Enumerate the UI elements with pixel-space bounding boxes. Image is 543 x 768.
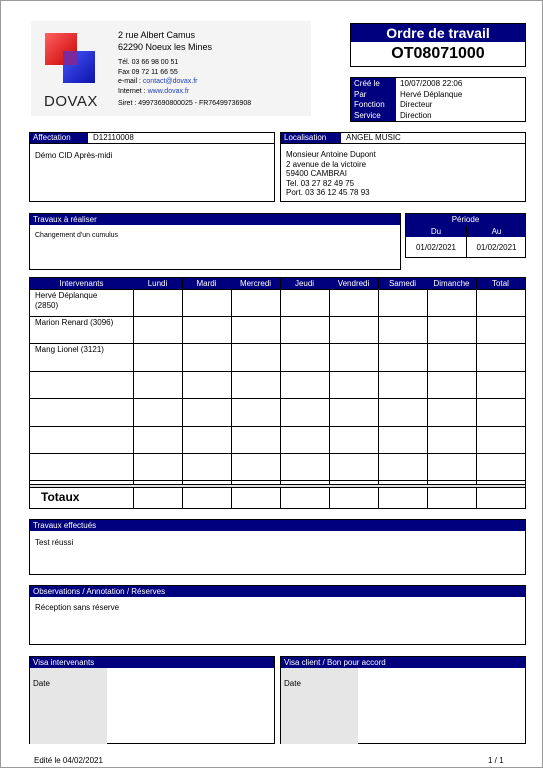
localisation-lines bbox=[286, 150, 376, 198]
affectation-text: Démo CID Après-midi bbox=[35, 151, 113, 160]
footer-page: 1 / 1 bbox=[488, 756, 504, 765]
meta-value: Direction bbox=[400, 110, 432, 120]
affectation-label: Affectation bbox=[30, 133, 88, 143]
internet-link[interactable]: www.dovax.fr bbox=[147, 87, 190, 95]
grid-row-divider bbox=[30, 316, 525, 317]
meta-label: Créé le bbox=[354, 79, 380, 88]
company-tel: Tél. 03 66 98 00 51 bbox=[118, 59, 179, 66]
affectation-box bbox=[29, 132, 275, 202]
grid-row-divider bbox=[30, 480, 525, 481]
periode-du-label: Du bbox=[406, 226, 466, 237]
observations-text: Réception sans réserve bbox=[35, 603, 120, 612]
address-line-2: 62290 Noeux les Mines bbox=[118, 42, 213, 52]
periode-divider bbox=[466, 226, 467, 258]
effectues-header: Travaux effectués bbox=[30, 520, 525, 531]
localisation-line: 59400 CAMBRAI bbox=[286, 169, 347, 178]
grid-column-divider bbox=[182, 278, 183, 508]
localisation-label: Localisation bbox=[281, 133, 341, 143]
localisation-box bbox=[280, 132, 526, 202]
travaux-header: Travaux à réaliser bbox=[30, 214, 400, 225]
column-header: Jeudi bbox=[280, 278, 329, 289]
column-header: Total bbox=[476, 278, 525, 289]
localisation-line: Monsieur Antoine Dupont bbox=[286, 150, 376, 159]
order-title-box bbox=[350, 23, 526, 67]
observations-box bbox=[29, 585, 526, 645]
order-meta-box bbox=[350, 77, 526, 122]
localisation-name: ANGEL MUSIC bbox=[346, 133, 401, 142]
grid-column-divider bbox=[133, 278, 134, 508]
travaux-text: Changement d'un cumulus bbox=[35, 232, 119, 239]
footer-edited: Edité le 04/02/2021 bbox=[34, 756, 103, 765]
grid-row-divider bbox=[30, 289, 525, 290]
observations-header: Observations / Annotation / Réserves bbox=[30, 586, 525, 597]
meta-label: Fonction bbox=[354, 100, 385, 109]
column-header: Mercredi bbox=[231, 278, 280, 289]
company-siret: Siret : 49973690800025 - FR76499736908 bbox=[118, 100, 252, 107]
visa-client-box bbox=[280, 656, 526, 744]
affectation-header bbox=[30, 133, 274, 144]
column-header: Intervenants bbox=[30, 278, 133, 289]
grid-row-divider bbox=[30, 398, 525, 399]
planning-grid bbox=[29, 277, 526, 509]
effectues-box bbox=[29, 519, 526, 575]
periode-header: Période bbox=[406, 214, 525, 226]
grid-row-divider bbox=[30, 426, 525, 427]
order-number: OT08071000 bbox=[391, 45, 485, 62]
effectues-text: Test réussi bbox=[35, 538, 74, 547]
column-header: Mardi bbox=[182, 278, 231, 289]
column-header: Dimanche bbox=[427, 278, 476, 289]
grid-column-divider bbox=[231, 278, 232, 508]
grid-column-divider bbox=[329, 278, 330, 508]
visa-intervenants-header: Visa intervenants bbox=[30, 657, 274, 668]
internet-label: Internet : bbox=[118, 87, 148, 95]
visa-client-header: Visa client / Bon pour accord bbox=[281, 657, 525, 668]
column-header: Vendredi bbox=[329, 278, 378, 289]
periode-box bbox=[405, 213, 526, 258]
company-internet bbox=[118, 87, 197, 97]
periode-au: 01/02/2021 bbox=[476, 243, 517, 252]
company-header bbox=[31, 21, 311, 116]
meta-value: Directeur bbox=[400, 100, 433, 109]
grid-column-divider bbox=[378, 278, 379, 508]
company-contact bbox=[118, 58, 197, 96]
localisation-line: Port. 03 36 12 45 78 93 bbox=[286, 188, 370, 197]
meta-value: Hervé Déplanque bbox=[400, 89, 463, 99]
meta-label: Service bbox=[354, 110, 381, 120]
logo-overlap bbox=[63, 51, 77, 65]
email-link[interactable]: contact@dovax.fr bbox=[142, 78, 198, 85]
company-email bbox=[118, 77, 197, 87]
email-label: e-mail : bbox=[118, 78, 143, 85]
localisation-line: 2 avenue de la victoire bbox=[286, 159, 367, 169]
travaux-box bbox=[29, 213, 401, 270]
totals-separator bbox=[30, 484, 525, 488]
grid-column-divider bbox=[476, 278, 477, 508]
visa-client-date-label: Date bbox=[284, 679, 301, 688]
grid-column-divider bbox=[427, 278, 428, 508]
totals-label: Totaux bbox=[41, 490, 80, 504]
column-header: Lundi bbox=[133, 278, 182, 289]
order-title-heading: Ordre de travail bbox=[351, 24, 525, 42]
grid-column-divider bbox=[280, 278, 281, 508]
meta-label: Par bbox=[354, 89, 367, 99]
periode-au-label: Au bbox=[467, 226, 526, 237]
grid-row-divider bbox=[30, 343, 525, 344]
intervenant-name: Hervé Déplanque (2850) bbox=[35, 291, 98, 310]
intervenant-name: Mang Lionel (3121) bbox=[35, 345, 104, 354]
meta-value: 10/07/2008 22:06 bbox=[400, 79, 463, 88]
grid-row-divider bbox=[30, 371, 525, 372]
address-line-1: 2 rue Albert Camus bbox=[118, 30, 196, 40]
visa-intervenants-date-label: Date bbox=[33, 679, 50, 688]
column-header: Samedi bbox=[378, 278, 427, 289]
localisation-header bbox=[281, 133, 525, 144]
localisation-line: Tel. 03 27 82 49 75 bbox=[286, 178, 355, 188]
intervenant-name: Marion Renard (3096) bbox=[35, 318, 114, 327]
company-fax: Fax 09 72 11 66 55 bbox=[118, 68, 178, 76]
grid-row-divider bbox=[30, 453, 525, 454]
affectation-code: D12110008 bbox=[93, 133, 134, 142]
company-logo-name: DOVAX bbox=[44, 93, 98, 110]
company-address bbox=[118, 29, 212, 53]
visa-intervenants-box bbox=[29, 656, 275, 744]
periode-du: 01/02/2021 bbox=[415, 243, 457, 252]
